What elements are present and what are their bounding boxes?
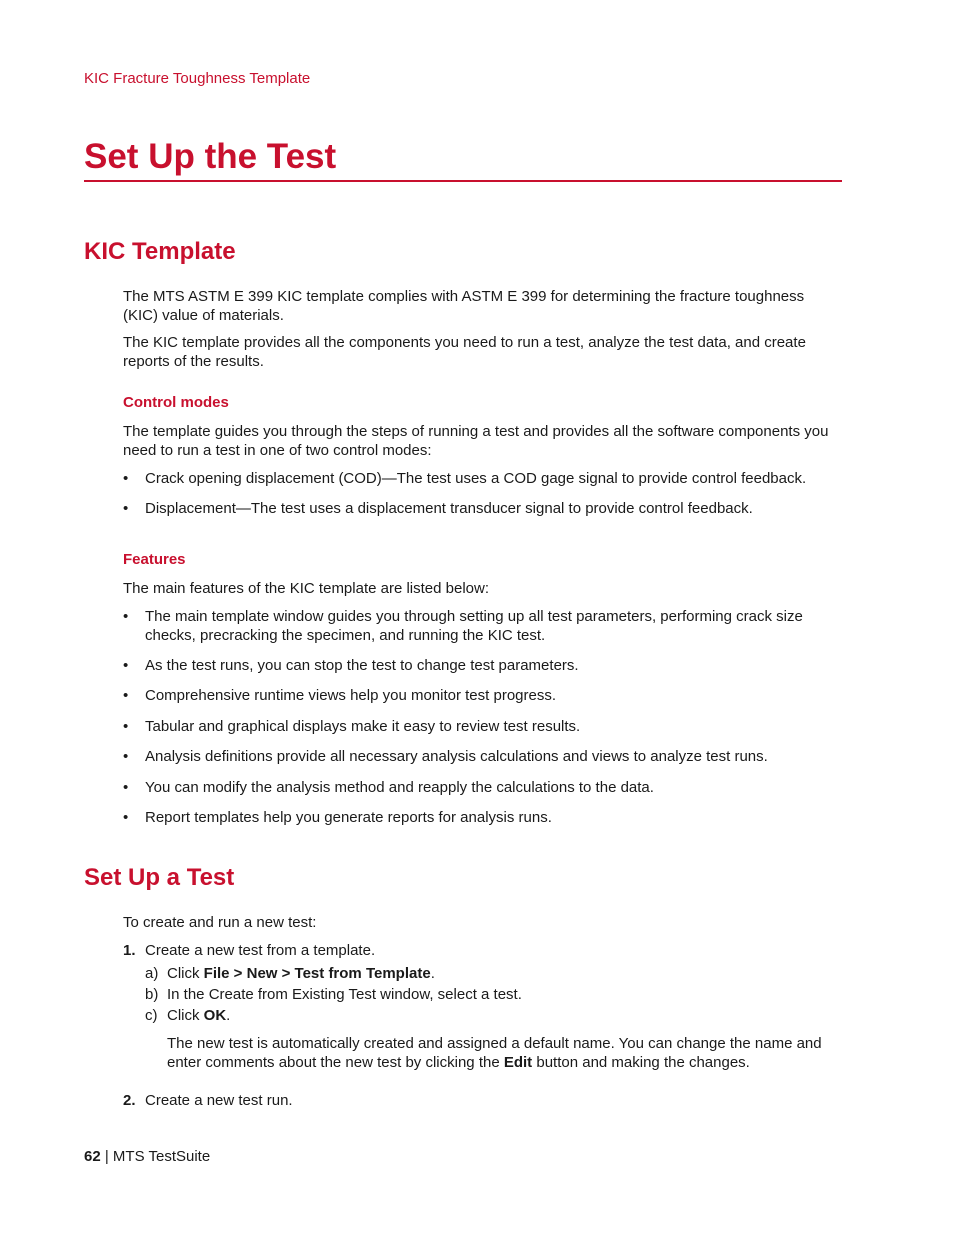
running-header: KIC Fracture Toughness Template xyxy=(84,70,311,87)
bullet-icon: • xyxy=(123,779,129,796)
section-heading-set-up-a-test: Set Up a Test xyxy=(84,864,235,891)
page-footer: 62 | MTS TestSuite xyxy=(84,1148,211,1165)
control-modes-text: The template guides you through the steps of running a test and provides all the software components you need to run a test in one of two control modes: xyxy=(123,423,829,459)
bullet-icon: • xyxy=(123,748,129,765)
subheading-control-modes: Control modes xyxy=(123,394,229,411)
bullet-icon: • xyxy=(123,687,129,704)
menu-path: File > New > Test from Template xyxy=(203,965,431,982)
title-rule xyxy=(84,180,842,182)
step-text: Create a new test run. xyxy=(145,1092,293,1109)
bullet-icon: • xyxy=(123,718,129,735)
procedure-intro: To create and run a new test: xyxy=(123,914,317,931)
edit-label: Edit xyxy=(503,1054,533,1071)
step-number: 2. xyxy=(123,1092,136,1109)
bullet-icon: • xyxy=(123,500,129,517)
step-note: The new test is automatically created and assigned a default name. You can change the name and enter comments about the new test by clicking the Edit button and making the changes. xyxy=(167,1035,822,1071)
bullet-icon: • xyxy=(123,657,129,674)
section-heading-kic-template: KIC Template xyxy=(84,238,236,265)
bullet-icon: • xyxy=(123,470,129,487)
intro-paragraph-2: The KIC template provides all the components you need to run a test, analyze the test data, and create reports of the results. xyxy=(123,334,806,370)
ok-label: OK xyxy=(203,1007,227,1024)
step-text: Create a new test from a template. xyxy=(145,942,376,959)
page-number: 62 xyxy=(84,1148,101,1165)
bullet-icon: • xyxy=(123,608,129,625)
page-title: Set Up the Test xyxy=(84,137,337,176)
product-name: MTS TestSuite xyxy=(112,1148,211,1165)
intro-paragraph-1: The MTS ASTM E 399 KIC template complies with ASTM E 399 for determining the fracture toughness (KIC) value of materials. xyxy=(123,288,805,324)
step-number: 1. xyxy=(123,942,136,959)
features-text: The main features of the KIC template are listed below: xyxy=(123,580,490,597)
subheading-features: Features xyxy=(123,551,186,568)
bullet-icon: • xyxy=(123,809,129,826)
